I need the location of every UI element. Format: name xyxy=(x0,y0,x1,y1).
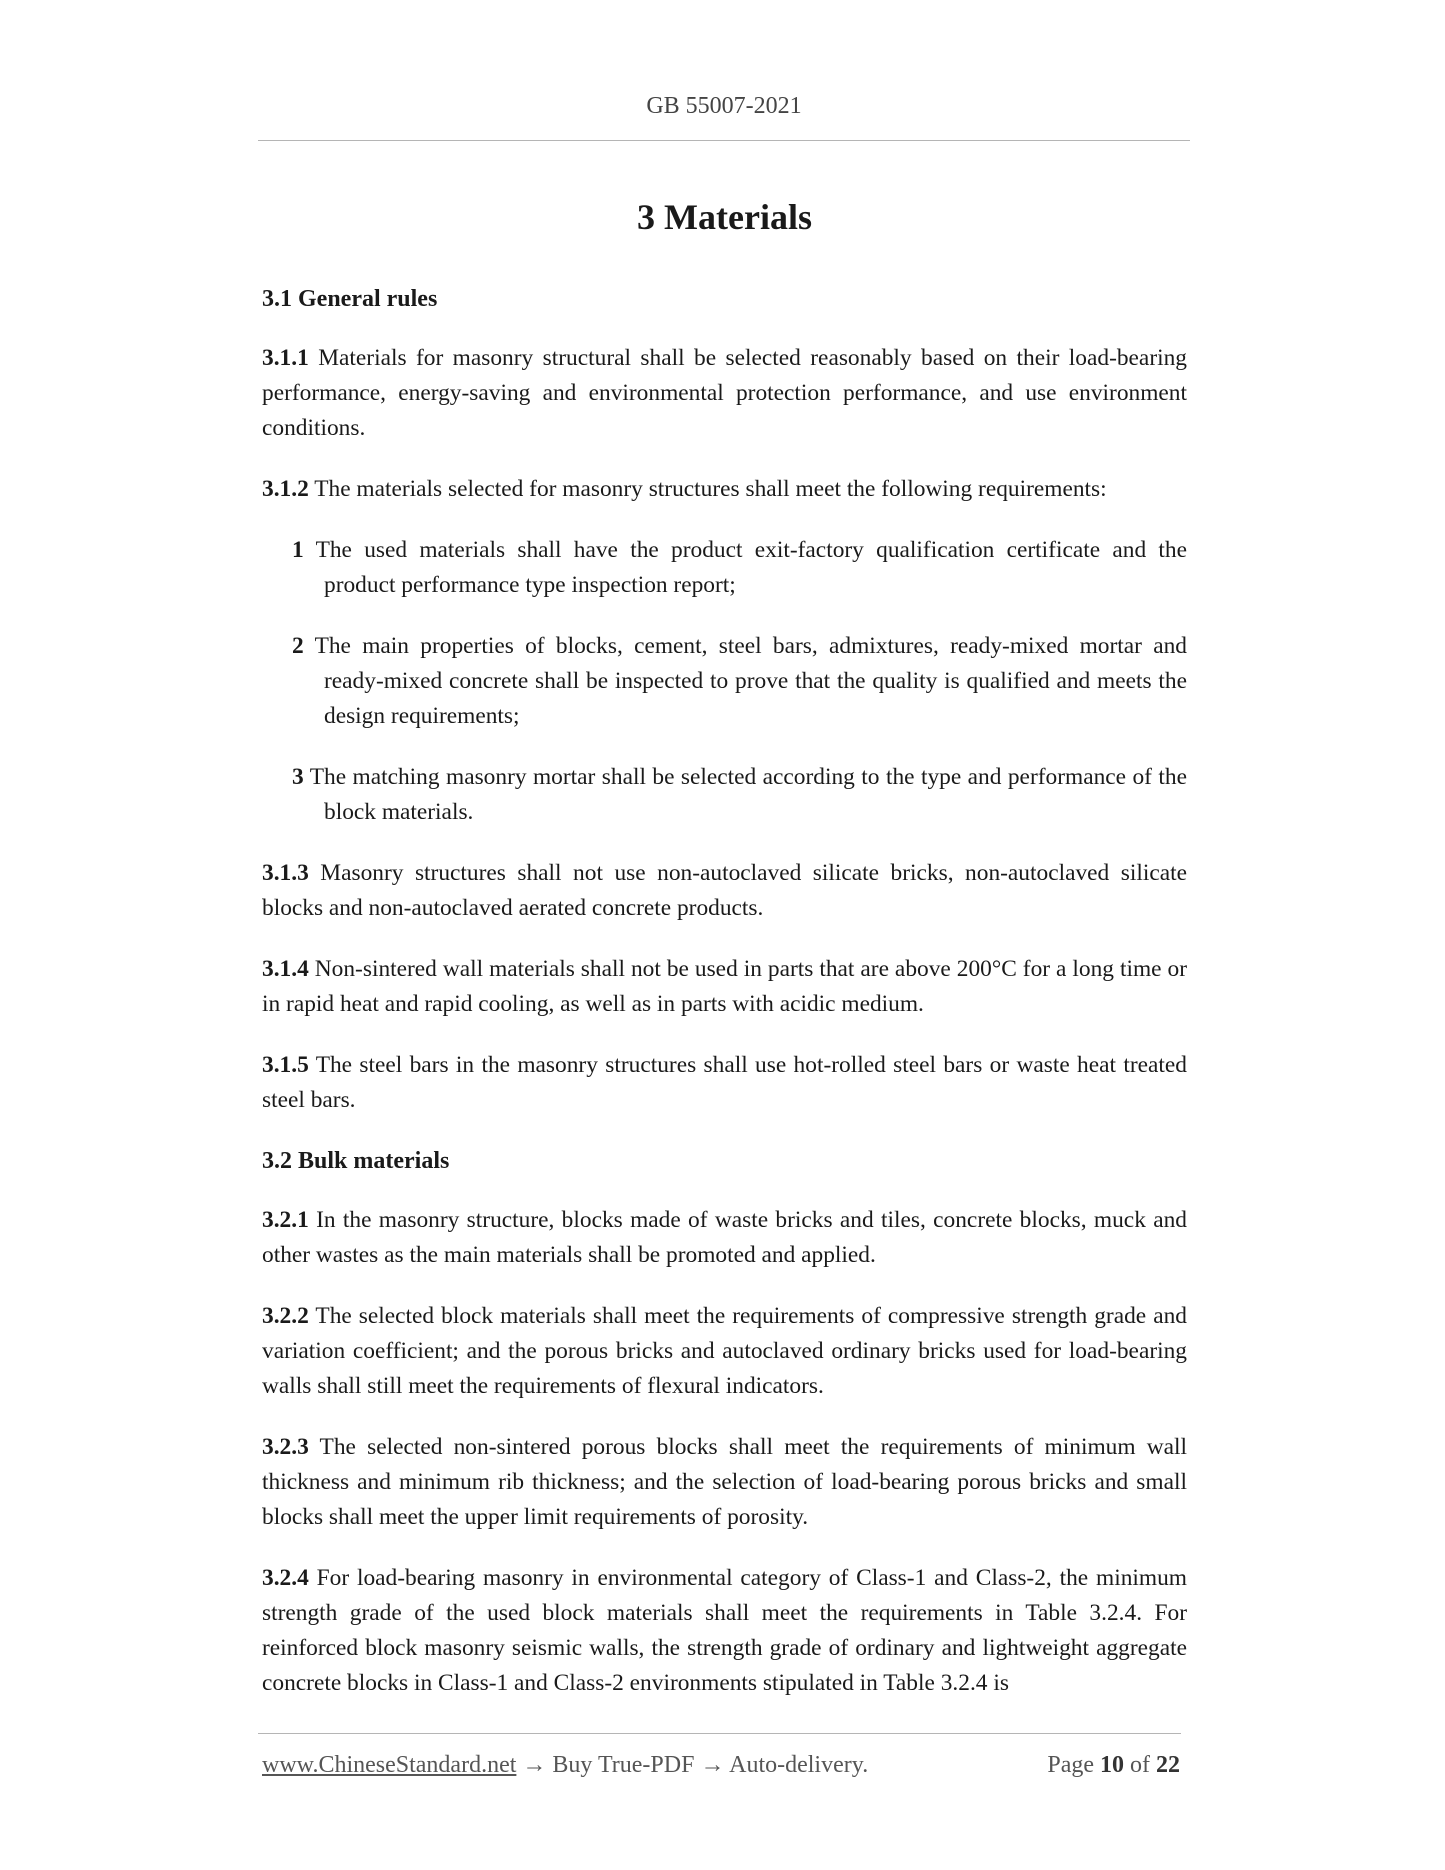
clause-number: 3.1.4 xyxy=(262,956,309,982)
clause-text: Non-sintered wall materials shall not be used in parts that are above 200°C for a long time or in rapid heat and rapid cooling, as well as in parts with acidic medium. xyxy=(262,956,1187,1017)
clause-number: 3.1.3 xyxy=(262,860,309,886)
clause-3-2-2 xyxy=(262,1299,1187,1404)
clause-text: The selected block materials shall meet the requirements of compressive strength grade and variation coefficient; and the porous bricks and autoclaved ordinary bricks used for load-bearing walls shall still meet the requirements of flexural indicators. xyxy=(262,1303,1187,1399)
page-content xyxy=(262,190,1187,1727)
clause-number: 3.2.4 xyxy=(262,1565,309,1591)
clause-3-1-4 xyxy=(262,952,1187,1022)
clause-3-1-3 xyxy=(262,856,1187,926)
clause-text: The materials selected for masonry structures shall meet the following requirements: xyxy=(314,476,1107,502)
clause-text: In the masonry structure, blocks made of waste bricks and tiles, concrete blocks, muck and other wastes as the main materials shall be promoted and applied. xyxy=(262,1207,1187,1268)
clause-text: For load-bearing masonry in environmental category of Class-1 and Class-2, the minimum strength grade of the used block materials shall meet the requirements in Table 3.2.4. For reinforced block masonry seismic walls, the strength grade of ordinary and lightweight aggregate concrete blocks in Class-1 and Class-2 environments stipulated in Table 3.2.4 is xyxy=(262,1565,1187,1696)
clause-3-2-4 xyxy=(262,1561,1187,1701)
list-item-2 xyxy=(262,629,1187,734)
clause-text: The steel bars in the masonry structures shall use hot-rolled steel bars or waste heat treated steel bars. xyxy=(262,1052,1187,1113)
clause-number: 3.1.5 xyxy=(262,1052,309,1078)
clause-text: Masonry structures shall not use non-autoclaved silicate bricks, non-autoclaved silicate blocks and non-autoclaved aerated concrete products. xyxy=(262,860,1187,921)
clause-number: 3.2.2 xyxy=(262,1303,309,1329)
item-text: The main properties of blocks, cement, steel bars, admixtures, ready-mixed mortar and ready-mixed concrete shall be inspected to prove that the quality is qualified and meets the design requirements; xyxy=(314,633,1187,729)
clause-3-2-3 xyxy=(262,1430,1187,1535)
page-total: 22 xyxy=(1156,1752,1180,1778)
footer-divider xyxy=(258,1733,1181,1734)
chapter-title: 3 Materials xyxy=(637,197,812,237)
clause-text: Materials for masonry structural shall be selected reasonably based on their load-bearing performance, energy-saving and environmental protection performance, and use environment conditions. xyxy=(262,345,1187,441)
page-of: of xyxy=(1130,1752,1150,1778)
clause-3-2-1 xyxy=(262,1203,1187,1273)
section-title-3-2: 3.2 Bulk materials xyxy=(262,1148,450,1174)
list-item-1 xyxy=(262,533,1187,603)
item-text: The used materials shall have the product exit-factory qualification certificate and the product performance type inspection report; xyxy=(315,537,1187,598)
site-link[interactable]: www.ChineseStandard.net xyxy=(262,1752,517,1778)
footer-promo xyxy=(262,1752,868,1779)
item-text: The matching masonry mortar shall be selected according to the type and performance of the block materials. xyxy=(309,764,1187,825)
section-title-3-1: 3.1 General rules xyxy=(262,286,438,312)
clause-number: 3.2.1 xyxy=(262,1207,309,1233)
running-header: GB 55007-2021 xyxy=(646,93,802,119)
page-current: 10 xyxy=(1100,1752,1124,1778)
clause-3-1-1 xyxy=(262,341,1187,446)
page-label: Page xyxy=(1047,1752,1094,1778)
clause-text: The selected non-sintered porous blocks shall meet the requirements of minimum wall thickness and minimum rib thickness; and the selection of load-bearing porous bricks and small blocks shall meet the upper limit requirements of porosity. xyxy=(262,1434,1187,1530)
clause-number: 3.1.1 xyxy=(262,345,309,371)
promo-text: → Buy True-PDF → Auto-delivery. xyxy=(522,1752,869,1778)
item-number: 3 xyxy=(292,764,304,790)
page-indicator xyxy=(1047,1752,1180,1779)
clause-3-1-2 xyxy=(262,472,1187,507)
item-number: 2 xyxy=(292,633,304,659)
clause-number: 3.2.3 xyxy=(262,1434,309,1460)
header-divider xyxy=(258,140,1190,141)
clause-number: 3.1.2 xyxy=(262,476,309,502)
clause-3-1-5 xyxy=(262,1048,1187,1118)
list-item-3 xyxy=(262,760,1187,830)
item-number: 1 xyxy=(292,537,304,563)
